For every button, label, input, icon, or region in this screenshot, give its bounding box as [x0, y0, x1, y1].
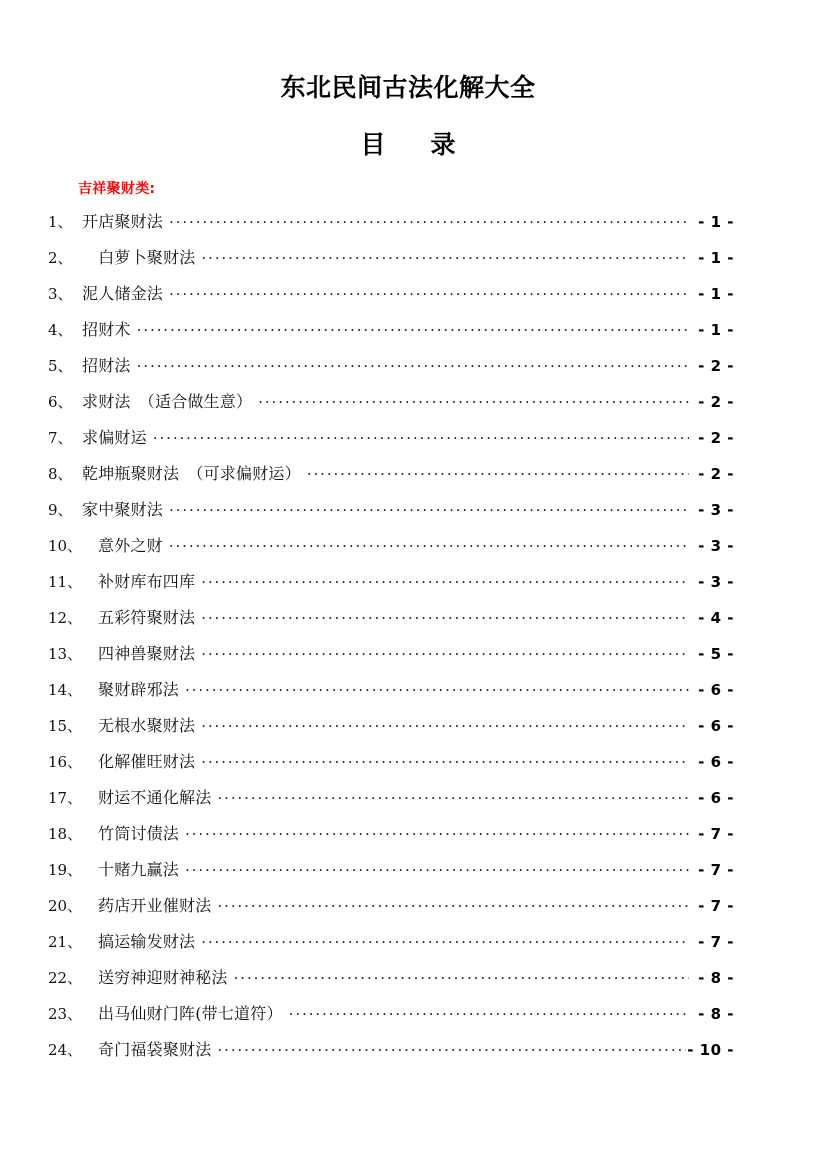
toc-entry-page-number: - 7 - [698, 933, 734, 951]
toc-entry[interactable] [48, 749, 734, 785]
toc-entry[interactable] [48, 569, 734, 605]
toc-dot-leader [169, 283, 689, 299]
toc-entry-label: 竹筒讨债法 [98, 824, 180, 843]
toc-entry[interactable] [48, 641, 734, 677]
toc-entry-number: 13、 [48, 645, 83, 663]
toc-dot-leader [169, 535, 689, 551]
toc-entry-page-number: - 6 - [698, 717, 734, 735]
toc-entry[interactable] [48, 893, 734, 929]
table-of-contents-list [48, 209, 734, 1073]
toc-entry-number: 8、 [48, 465, 73, 483]
toc-entry-number: 11、 [48, 573, 83, 591]
toc-entry[interactable] [48, 245, 734, 281]
toc-entry[interactable] [48, 533, 734, 569]
toc-entry-page-number: - 4 - [698, 609, 734, 627]
toc-entry-page-number: - 6 - [698, 681, 734, 699]
toc-dot-leader [137, 355, 689, 371]
toc-entry-number: 18、 [48, 825, 83, 843]
toc-entry[interactable] [48, 209, 734, 245]
toc-entry-label: 补财库布四库 [98, 572, 196, 591]
toc-entry[interactable] [48, 785, 734, 821]
toc-entry-label: 药店开业催财法 [98, 896, 212, 915]
toc-dot-leader [201, 715, 689, 731]
toc-entry[interactable] [48, 677, 734, 713]
toc-entry[interactable] [48, 713, 734, 749]
toc-entry-number: 6、 [48, 393, 73, 411]
toc-entry-page-number: - 3 - [698, 501, 734, 519]
toc-entry[interactable] [48, 281, 734, 317]
toc-entry-label: 招财术 [82, 320, 131, 339]
toc-dot-leader [258, 391, 689, 407]
toc-entry-label: 求财法 （适合做生意） [82, 392, 253, 411]
toc-entry[interactable] [48, 965, 734, 1001]
toc-dot-leader [185, 679, 689, 695]
toc-dot-leader [217, 895, 689, 911]
toc-entry-number: 16、 [48, 753, 83, 771]
toc-entry-page-number: - 1 - [698, 249, 734, 267]
toc-entry-label: 意外之财 [98, 536, 163, 555]
toc-entry-page-number: - 2 - [698, 465, 734, 483]
toc-entry-page-number: - 2 - [698, 393, 734, 411]
toc-entry-page-number: - 1 - [698, 285, 734, 303]
toc-entry[interactable] [48, 389, 734, 425]
toc-entry-label: 聚财辟邪法 [98, 680, 180, 699]
toc-entry[interactable] [48, 353, 734, 389]
toc-dot-leader [201, 931, 689, 947]
toc-entry-number: 3、 [48, 285, 73, 303]
toc-entry-number: 1、 [48, 213, 73, 231]
toc-entry[interactable] [48, 425, 734, 461]
toc-entry-page-number: - 7 - [698, 897, 734, 915]
toc-dot-leader [201, 247, 689, 263]
toc-entry-number: 9、 [48, 501, 73, 519]
toc-entry-number: 23、 [48, 1005, 83, 1023]
toc-entry-page-number: - 6 - [698, 753, 734, 771]
toc-entry-page-number: - 7 - [698, 861, 734, 879]
toc-entry-number: 24、 [48, 1041, 83, 1059]
toc-entry-label: 白萝卜聚财法 [82, 248, 196, 267]
toc-entry-number: 7、 [48, 429, 73, 447]
toc-entry-number: 20、 [48, 897, 83, 915]
toc-entry-label: 财运不通化解法 [98, 788, 212, 807]
toc-entry[interactable] [48, 497, 734, 533]
table-of-contents-title: 目 录 [360, 130, 466, 159]
toc-entry-label: 求偏财运 [82, 428, 147, 447]
toc-dot-leader [201, 571, 689, 587]
toc-entry-label: 四神兽聚财法 [98, 644, 196, 663]
toc-entry-number: 2、 [48, 249, 73, 267]
toc-entry[interactable] [48, 605, 734, 641]
toc-dot-leader [137, 319, 689, 335]
toc-entry-label: 五彩符聚财法 [98, 608, 196, 627]
toc-entry-label: 出马仙财门阵(带七道符） [98, 1004, 283, 1023]
toc-entry-page-number: - 2 - [698, 357, 734, 375]
toc-dot-leader [201, 751, 689, 767]
toc-entry-number: 17、 [48, 789, 83, 807]
toc-dot-leader [307, 463, 689, 479]
toc-entry-page-number: - 3 - [698, 573, 734, 591]
toc-entry[interactable] [48, 929, 734, 965]
toc-dot-leader [217, 787, 689, 803]
toc-entry-number: 5、 [48, 357, 73, 375]
toc-entry-number: 19、 [48, 861, 83, 879]
toc-entry-label: 泥人储金法 [82, 284, 164, 303]
toc-dot-leader [289, 1003, 689, 1019]
toc-dot-leader [153, 427, 689, 443]
toc-entry-page-number: - 8 - [698, 969, 734, 987]
toc-entry-number: 14、 [48, 681, 83, 699]
toc-dot-leader [217, 1039, 686, 1055]
toc-entry-label: 乾坤瓶聚财法 （可求偏财运） [82, 464, 301, 483]
toc-entry-label: 搞运输发财法 [98, 932, 196, 951]
toc-entry-page-number: - 6 - [698, 789, 734, 807]
toc-entry-label: 送穷神迎财神秘法 [98, 968, 228, 987]
page-title: 东北民间古法化解大全 [280, 73, 536, 102]
toc-entry-page-number: - 1 - [698, 213, 734, 231]
toc-entry[interactable] [48, 1001, 734, 1037]
toc-entry-label: 招财法 [82, 356, 131, 375]
toc-entry[interactable] [48, 1037, 734, 1073]
toc-dot-leader [185, 859, 689, 875]
toc-entry-number: 10、 [48, 537, 83, 555]
toc-entry[interactable] [48, 317, 734, 353]
toc-entry-label: 无根水聚财法 [98, 716, 196, 735]
toc-entry[interactable] [48, 461, 734, 497]
toc-entry-page-number: - 7 - [698, 825, 734, 843]
toc-dot-leader [169, 211, 689, 227]
toc-entry-number: 21、 [48, 933, 83, 951]
toc-dot-leader [169, 499, 689, 515]
toc-entry-number: 22、 [48, 969, 83, 987]
toc-entry-label: 十赌九赢法 [98, 860, 180, 879]
toc-dot-leader [185, 823, 689, 839]
toc-entry-page-number: - 8 - [698, 1005, 734, 1023]
toc-entry-label: 奇门福袋聚财法 [98, 1040, 212, 1059]
toc-entry-number: 4、 [48, 321, 73, 339]
toc-entry-page-number: - 2 - [698, 429, 734, 447]
toc-entry-number: 15、 [48, 717, 83, 735]
toc-dot-leader [201, 607, 689, 623]
toc-entry-page-number: - 5 - [698, 645, 734, 663]
toc-entry-number: 12、 [48, 609, 83, 627]
toc-entry-page-number: - 3 - [698, 537, 734, 555]
toc-entry[interactable] [48, 821, 734, 857]
toc-dot-leader [234, 967, 689, 983]
toc-entry-label: 开店聚财法 [82, 212, 164, 231]
toc-entry-label: 家中聚财法 [82, 500, 164, 519]
toc-entry[interactable] [48, 857, 734, 893]
toc-entry-page-number: - 1 - [698, 321, 734, 339]
toc-dot-leader [201, 643, 689, 659]
toc-entry-page-number: - 10 - [687, 1041, 734, 1059]
section-heading-auspicious-wealth: 吉祥聚财类: [78, 181, 156, 197]
toc-entry-label: 化解催旺财法 [98, 752, 196, 771]
